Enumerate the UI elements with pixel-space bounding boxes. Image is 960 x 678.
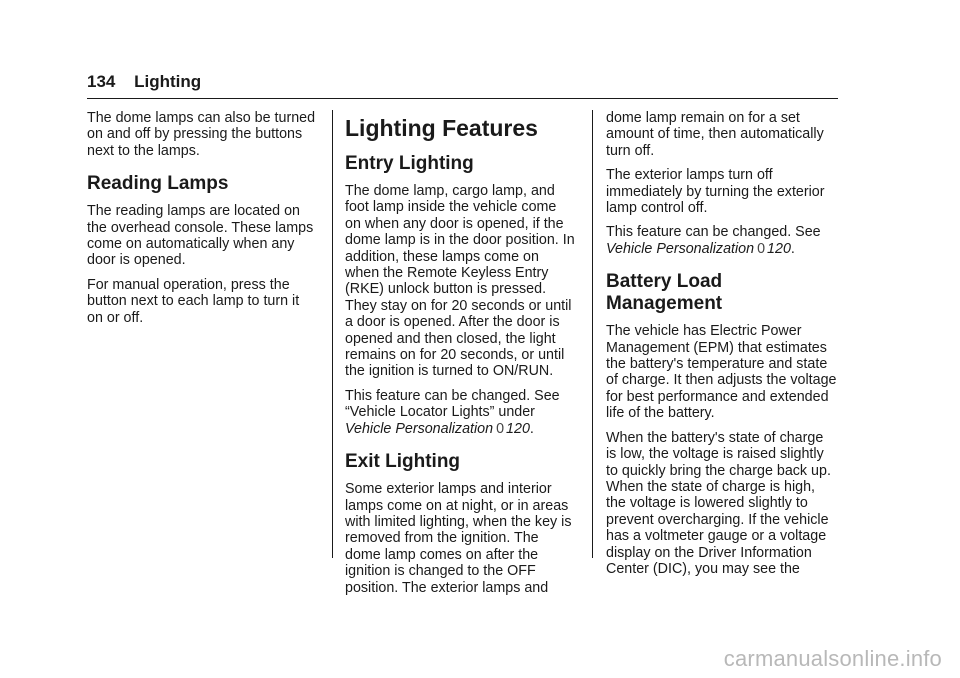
punctuation: . bbox=[790, 240, 795, 257]
page-header bbox=[87, 72, 201, 92]
paragraph: For manual operation, press the button next to each lamp to turn it on or off. bbox=[87, 276, 300, 326]
heading-reading-lamps: Reading Lamps bbox=[87, 173, 229, 195]
page-ref-arrow-icon: 0 bbox=[496, 420, 505, 437]
paragraph: When the battery's state of charge is low, the voltage is raised slightly to quickly bring the charge back up. When the state of charge is high, the voltage is lowered slightly to prevent overcharging. If the vehicle has a voltmeter gauge or a voltage display on the Driver Information Center (DIC), you may see the bbox=[606, 429, 831, 577]
paragraph: The dome lamps can also be turned on and off by pressing the buttons next to the lamps. bbox=[87, 110, 316, 159]
paragraph-text: This feature can be changed. See bbox=[606, 224, 821, 241]
reference-title: Vehicle Personalization bbox=[606, 240, 755, 257]
paragraph: dome lamp remain on for a set amount of time, then automatically turn off. bbox=[606, 110, 824, 159]
reference-link[interactable] bbox=[345, 421, 530, 437]
reference-page: 120 bbox=[767, 240, 791, 257]
punctuation: . bbox=[529, 420, 534, 437]
column-1 bbox=[87, 110, 319, 334]
section-title: Lighting bbox=[134, 72, 202, 91]
paragraph: The dome lamp, cargo lamp, and foot lamp inside the vehicle come on when any door is opened, if the dome lamp is in the door position. In addition, these lamps come on when the Remote Keyless Entry (RKE) unlock button is pressed. They stay on for 20 seconds or until a door is opened. After the door is opened and then closed, the light remains on for 20 seconds, or until the ignition is turned to ON/RUN. bbox=[345, 183, 575, 380]
paragraph-with-reference bbox=[606, 224, 842, 257]
column-2 bbox=[345, 110, 580, 604]
page-number: 134 bbox=[87, 72, 116, 91]
reference-title: Vehicle Personalization bbox=[345, 420, 494, 437]
paragraph: The vehicle has Electric Power Management (EPM) that estimates the battery's temperature and state of charge. It then adjusts the voltage for best performance and extended life of the battery. bbox=[606, 323, 837, 422]
paragraph-text: This feature can be changed. See “Vehicle Locator Lights” under bbox=[345, 387, 560, 421]
paragraph: The exterior lamps turn off immediately by turning the exterior lamp control off. bbox=[606, 167, 825, 217]
reference-link[interactable] bbox=[606, 241, 791, 257]
watermark: carmanualsonline.info bbox=[723, 646, 942, 671]
column-3 bbox=[606, 110, 842, 585]
header-rule bbox=[87, 98, 838, 99]
paragraph: Some exterior lamps and interior lamps come on at night, or in areas with limited lighting, when the key is removed from the ignition. The dome lamp comes on after the ignition is changed to the OFF position. The exterior lamps and bbox=[345, 481, 572, 596]
heading-lighting-features: Lighting Features bbox=[345, 115, 538, 141]
column-divider bbox=[332, 110, 333, 558]
column-divider bbox=[592, 110, 593, 558]
paragraph: The reading lamps are located on the overhead console. These lamps come on automatically when any door is opened. bbox=[87, 203, 314, 269]
heading-entry-lighting: Entry Lighting bbox=[345, 153, 474, 174]
paragraph-with-reference bbox=[345, 388, 580, 437]
reference-page: 120 bbox=[506, 420, 530, 437]
heading-exit-lighting: Exit Lighting bbox=[345, 451, 461, 473]
heading-battery-load-management: Battery Load Management bbox=[606, 271, 723, 315]
page-ref-arrow-icon: 0 bbox=[757, 240, 766, 257]
